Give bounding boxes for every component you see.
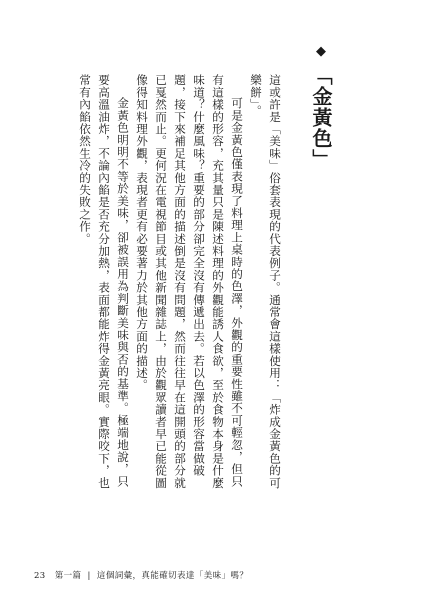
diamond-bullet-icon: ◆: [316, 44, 326, 59]
footer-part: 第一篇: [54, 571, 82, 581]
section-heading: [308, 45, 334, 170]
section-title: 「金黃色」: [309, 65, 333, 170]
paragraph-conclusion: 金黃色明明不等於美味，卻被誤用為判斷美味與否的基準。極端地說，只要高溫油炸，不論內餡是否充分加熱，表面都能炸得金黃亮眼。實際咬下，也常有內餡依然生冷的失敗之作。: [78, 74, 130, 489]
paragraph-main: 可是金黃色僅表現了料理上桌時的色澤，外觀的重要性雖不可輕忽，但只有這樣的形容，充其量只是陳述料理的外觀能誘人食欲，至於食物本身是什麼味道？什麼風味？重要的部分卻完全沒有傳遞出去。若以色澤的形容當做破題，接下來補足其他方面的描述倒是沒有問題，然而往往早在這開頭的部分就已戛然而止。更何況在電視節目或其他新聞雜誌上，由於觀眾讀者早已能從圖像得知料理外觀，表現者更有必要著力於其他方面的描述。: [135, 74, 244, 489]
paragraph-intro: 這或許是「美味」俗套表現的代表例子。通常會這樣使用：「炸成金黃色的可樂餅」。: [249, 74, 282, 489]
page-number: 23: [34, 571, 46, 581]
footer-chapter-title: 這個詞彙，真能確切表達「美味」嗎？: [96, 571, 249, 581]
body-text: [75, 74, 284, 494]
page-footer: 23 第一篇 | 這個詞彙，真能確切表達「美味」嗎？: [34, 571, 249, 581]
